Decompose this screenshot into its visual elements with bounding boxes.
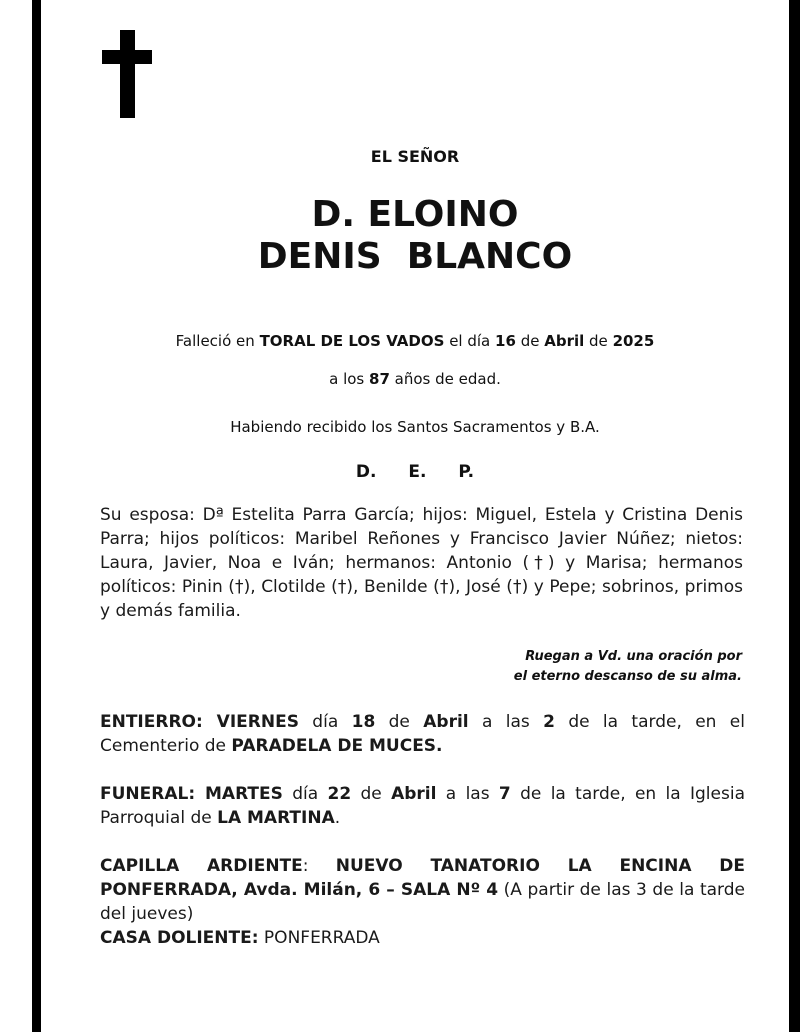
- death-notice: Falleció en TORAL DE LOS VADOS el día 16 de Abril de 2025: [175, 332, 655, 350]
- sacraments-line: Habiendo recibido los Santos Sacramentos y B.A.: [230, 418, 600, 436]
- death-year: 2025: [612, 332, 655, 350]
- death-place: TORAL DE LOS VADOS: [259, 332, 445, 350]
- funeral-info: FUNERAL: MARTES día 22 de Abril a las 7 de la tarde, en la Iglesia Parroquial de LA MARTINA.: [100, 784, 745, 828]
- mourning-house-info: CASA DOLIENTE: PONFERRADA: [100, 928, 380, 948]
- death-month: Abril: [544, 332, 585, 350]
- burial-info: ENTIERRO: VIERNES día 18 de Abril a las 2 de la tarde, en el Cementerio de PARADELA DE MUCES.: [100, 712, 745, 756]
- age-line: a los 87 años de edad.: [329, 370, 501, 388]
- prayer-request: Ruegan a Vd. una oración por el eterno descanso de su alma.: [513, 649, 742, 684]
- chapel-info: CAPILLA ARDIENTE: NUEVO TANATORIO LA ENCINA DE PONFERRADA, Avda. Milán, 6 – SALA Nº 4 (A partir de las 3 de la tarde del jueves): [100, 856, 746, 924]
- name-line-2: DENIS BLANCO: [257, 236, 573, 277]
- age-value: 87: [369, 370, 390, 388]
- dep-line: D. E. P.: [355, 462, 475, 482]
- family-paragraph: Su esposa: Dª Estelita Parra García; hijos: Miguel, Estela y Cristina Denis Parra; hijos políticos: Maribel Reñones y Francisco Javier Núñez; nietos: Laura, Javier, Noa e Iván; hermanos: Antonio (†) y Marisa; hermanos políticos: Pinin (†), Clotilde (†), Benilde (†), José (†) y Pepe; sobrinos, primos y demás familia.: [100, 505, 743, 621]
- name-line-1: D. ELOINO: [311, 194, 519, 235]
- death-day: 16: [495, 332, 516, 350]
- deceased-name: [40, 194, 790, 278]
- right-border: [789, 0, 800, 1032]
- cross-icon: [102, 30, 152, 118]
- heading: EL SEÑOR: [370, 147, 460, 166]
